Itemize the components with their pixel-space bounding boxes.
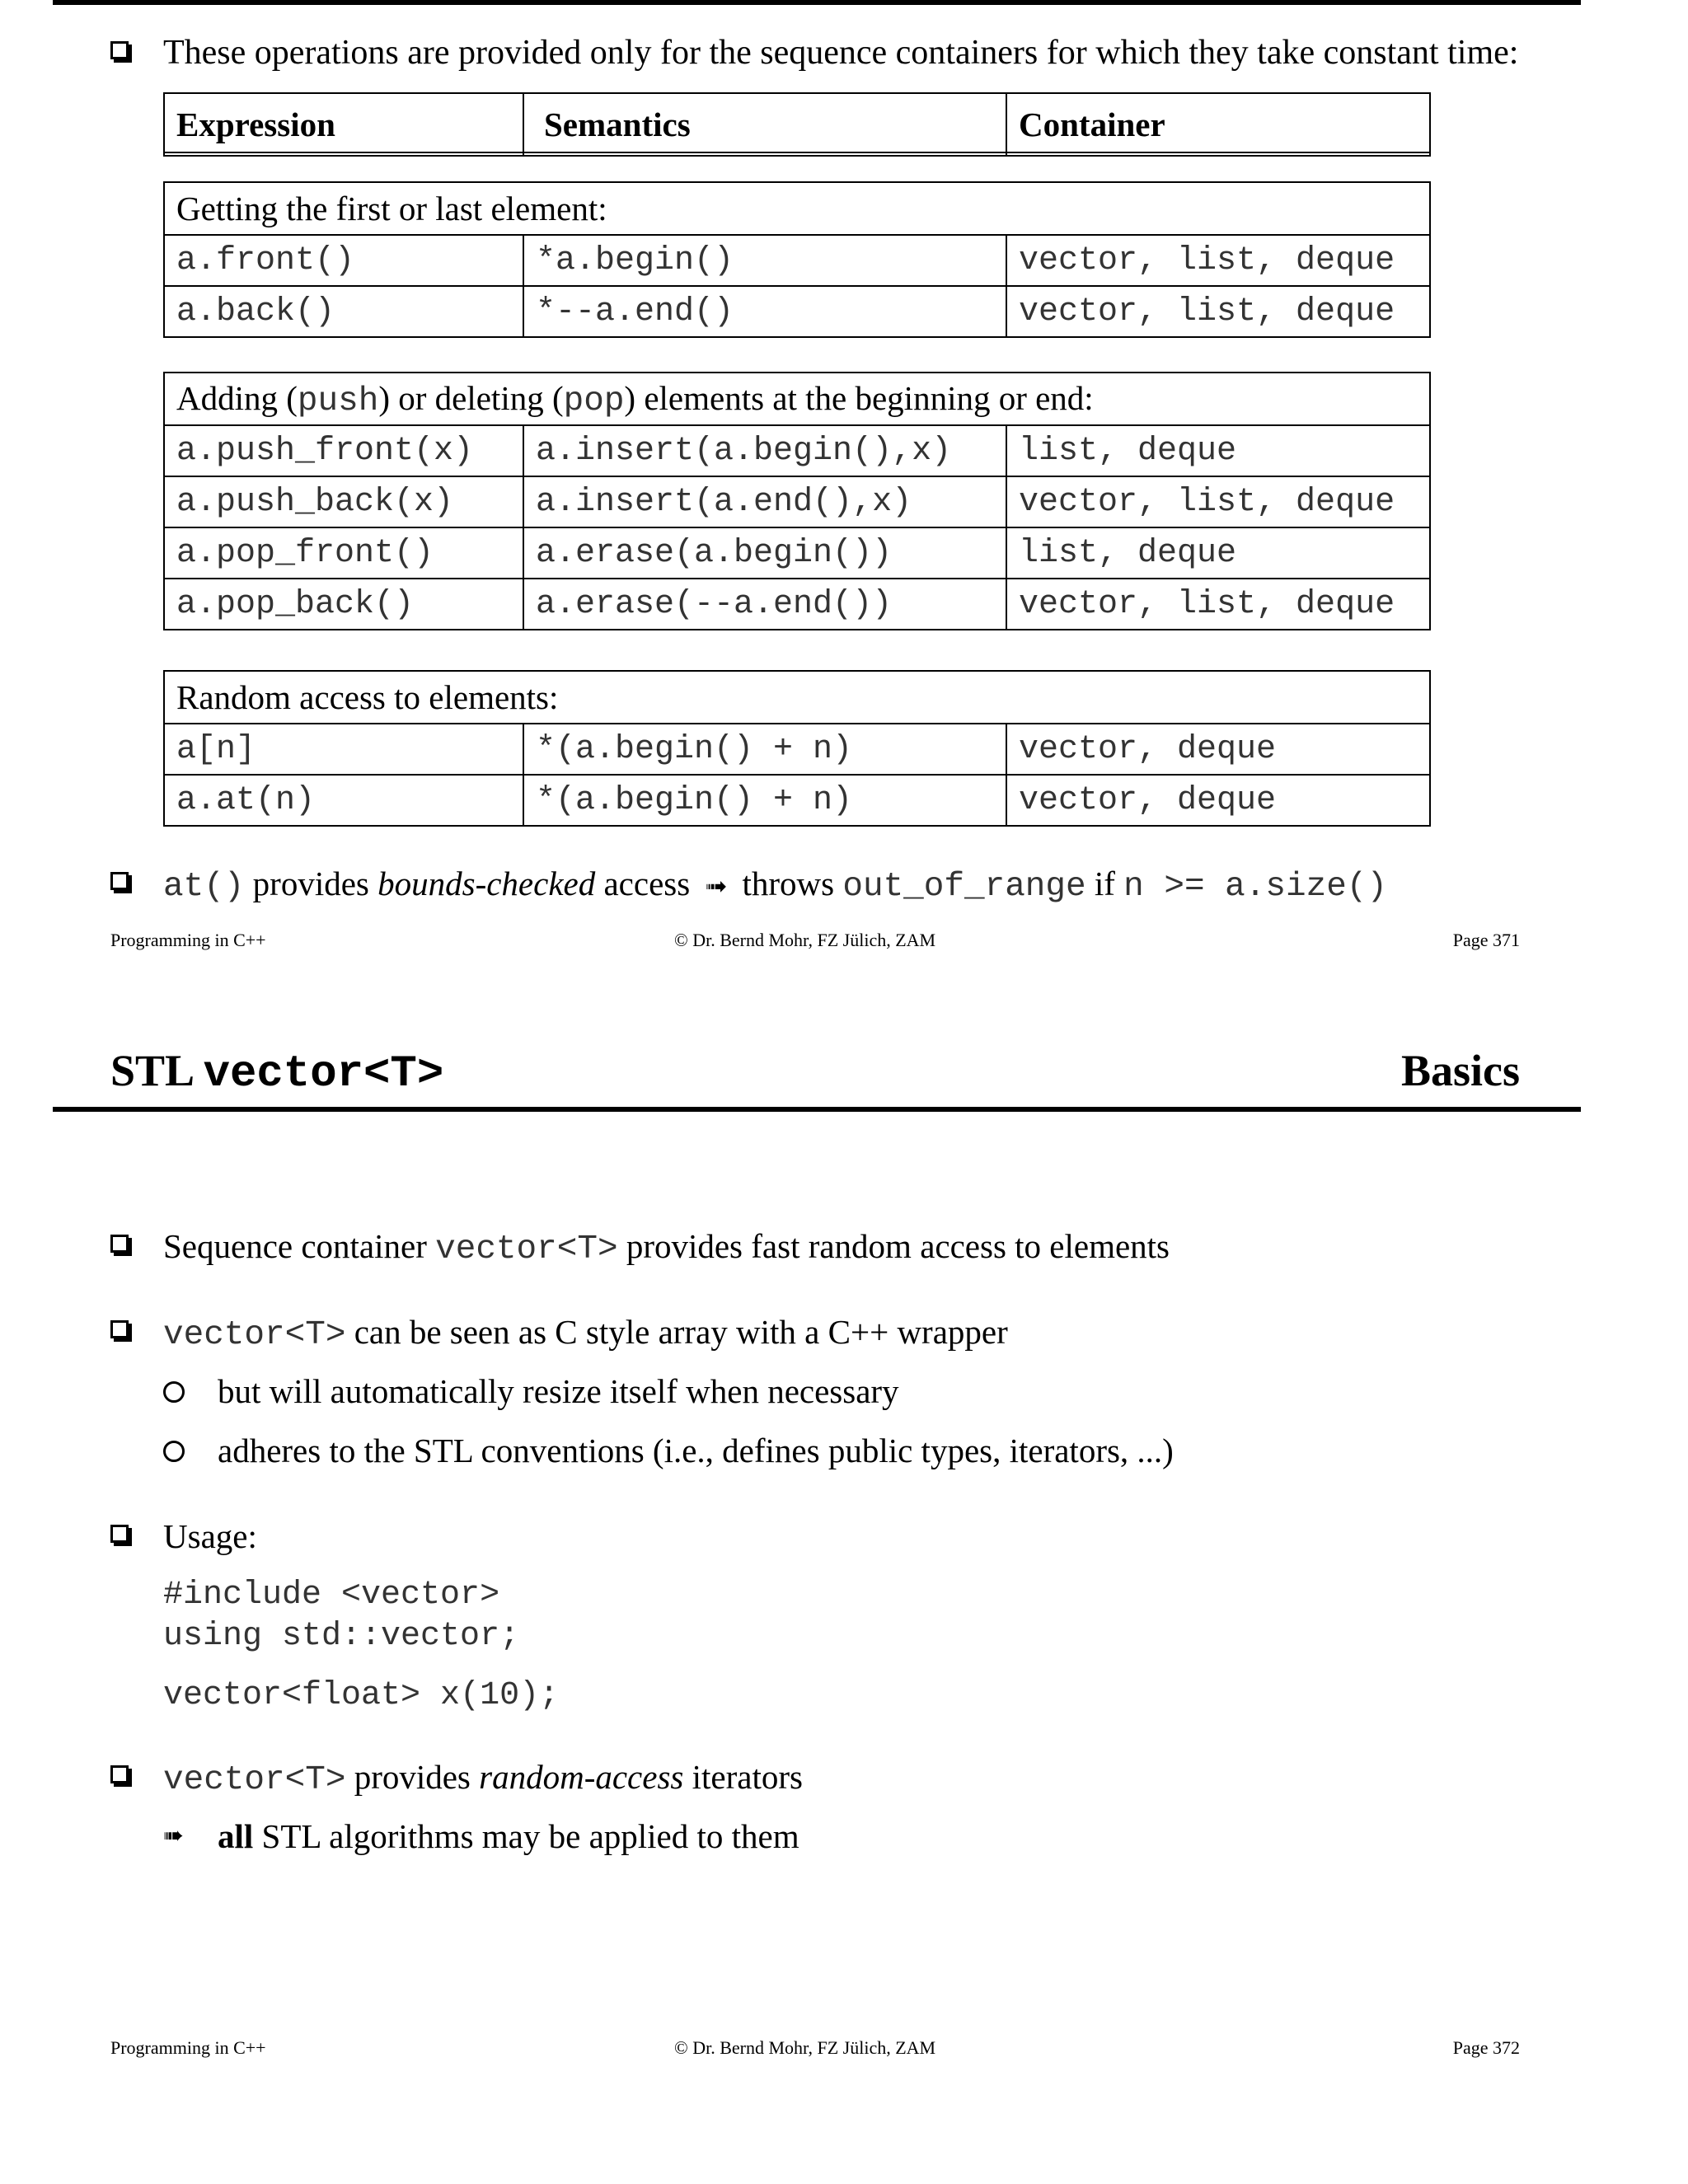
page-subtitle: Basics bbox=[1400, 1046, 1520, 1095]
top-rule bbox=[53, 0, 1581, 5]
arrow-icon: ➠ bbox=[163, 1821, 185, 1850]
emphasis: bounds-checked bbox=[377, 865, 596, 902]
table-row bbox=[164, 476, 1430, 527]
expression-cell: a.at(n) bbox=[164, 775, 523, 826]
operations-table-header bbox=[163, 92, 1431, 157]
container-cell: vector, deque bbox=[1006, 724, 1430, 775]
footer-page-number: Page 371 bbox=[1452, 930, 1520, 950]
section-title: Random access to elements: bbox=[164, 671, 1430, 724]
expression-cell: a.pop_front() bbox=[164, 527, 523, 579]
container-cell: list, deque bbox=[1006, 425, 1430, 476]
section-title: Getting the first or last element: bbox=[164, 182, 1430, 235]
footer-left: Programming in C++ bbox=[110, 2037, 266, 2058]
header-container: Container bbox=[1006, 93, 1430, 156]
semantics-cell: *(a.begin() + n) bbox=[523, 775, 1006, 826]
square-bullet-icon bbox=[110, 1320, 129, 1338]
footer-center: © Dr. Bernd Mohr, FZ Jülich, ZAM bbox=[674, 930, 936, 950]
code: vector<T> bbox=[163, 1316, 346, 1354]
table-row bbox=[164, 425, 1430, 476]
arrow-icon: ➟ bbox=[705, 870, 728, 902]
expression-cell: a.push_front(x) bbox=[164, 425, 523, 476]
code-line: vector<float> x(10); bbox=[163, 1677, 560, 1714]
sub-bullet-resize: but will automatically resize itself when necessary bbox=[218, 1372, 899, 1410]
expression-cell: a.pop_back() bbox=[164, 579, 523, 630]
circle-bullet-icon bbox=[163, 1381, 185, 1403]
table-row bbox=[164, 527, 1430, 579]
title-code: vector<T> bbox=[203, 1049, 444, 1099]
text: provides fast random access to elements bbox=[617, 1227, 1170, 1265]
strong: all bbox=[218, 1817, 254, 1855]
container-cell: vector, list, deque bbox=[1006, 476, 1430, 527]
title-code: push bbox=[297, 382, 379, 420]
semantics-cell: a.insert(a.end(),x) bbox=[523, 476, 1006, 527]
container-cell: vector, list, deque bbox=[1006, 579, 1430, 630]
expression-cell: a.push_back(x) bbox=[164, 476, 523, 527]
square-bullet-icon bbox=[110, 1525, 129, 1543]
code-line: #include <vector> bbox=[163, 1577, 500, 1614]
container-cell: list, deque bbox=[1006, 527, 1430, 579]
expression-cell: a.back() bbox=[164, 286, 523, 337]
intro-bullet-text: These operations are provided only for the sequence containers for which they take constant time: bbox=[163, 34, 1519, 72]
container-cell: vector, deque bbox=[1006, 775, 1430, 826]
text: Sequence container bbox=[163, 1227, 436, 1265]
semantics-cell: *--a.end() bbox=[523, 286, 1006, 337]
header-expression: Expression bbox=[164, 93, 523, 156]
text: access bbox=[595, 865, 691, 902]
bullet-random-access bbox=[163, 1757, 803, 1800]
text: throws bbox=[734, 865, 843, 902]
expression-cell: a.front() bbox=[164, 235, 523, 286]
title-text: Adding ( bbox=[176, 378, 298, 417]
semantics-cell: a.erase(--a.end()) bbox=[523, 579, 1006, 630]
page-title bbox=[110, 1045, 443, 1099]
section-random-access bbox=[163, 670, 1431, 827]
header-double-rule bbox=[163, 152, 1429, 153]
title-text: ) or deleting ( bbox=[378, 378, 564, 417]
container-cell: vector, list, deque bbox=[1006, 235, 1430, 286]
title-text: STL bbox=[110, 1046, 204, 1095]
square-bullet-icon bbox=[110, 1235, 129, 1253]
square-bullet-icon bbox=[110, 872, 129, 890]
title-text: ) elements at the beginning or end: bbox=[624, 378, 1094, 417]
footer-page-number: Page 372 bbox=[1452, 2037, 1520, 2058]
section-first-last bbox=[163, 181, 1431, 338]
header-semantics: Semantics bbox=[523, 93, 1006, 156]
square-bullet-icon bbox=[110, 41, 129, 59]
code: vector<T> bbox=[163, 1761, 346, 1799]
text: iterators bbox=[683, 1758, 803, 1796]
table-row bbox=[164, 775, 1430, 826]
text: can be seen as C style array with a C++ wrapper bbox=[345, 1313, 1008, 1351]
emphasis: random-access bbox=[479, 1758, 684, 1796]
section-title bbox=[164, 373, 1430, 425]
text: provides bbox=[244, 865, 378, 902]
at-bullet-text bbox=[163, 864, 1387, 907]
code: vector<T> bbox=[435, 1230, 618, 1268]
bullet-usage: Usage: bbox=[163, 1517, 257, 1555]
text: if bbox=[1085, 865, 1124, 902]
section-push-pop bbox=[163, 372, 1431, 630]
table-row bbox=[164, 579, 1430, 630]
table-row bbox=[164, 286, 1430, 337]
sub-bullet-conventions: adheres to the STL conventions (i.e., defines public types, iterators, ...) bbox=[218, 1432, 1174, 1469]
container-cell: vector, list, deque bbox=[1006, 286, 1430, 337]
title-rule bbox=[53, 1107, 1581, 1112]
semantics-cell: *a.begin() bbox=[523, 235, 1006, 286]
code-condition: n >= a.size() bbox=[1123, 868, 1388, 906]
code-line: using std::vector; bbox=[163, 1618, 520, 1655]
bullet-sequence-container bbox=[163, 1226, 1170, 1269]
code-at: at() bbox=[163, 868, 245, 906]
square-bullet-icon bbox=[110, 1765, 129, 1783]
semantics-cell: *(a.begin() + n) bbox=[523, 724, 1006, 775]
semantics-cell: a.erase(a.begin()) bbox=[523, 527, 1006, 579]
circle-bullet-icon bbox=[163, 1441, 185, 1462]
text: STL algorithms may be applied to them bbox=[253, 1817, 799, 1855]
semantics-cell: a.insert(a.begin(),x) bbox=[523, 425, 1006, 476]
table-row bbox=[164, 724, 1430, 775]
text: provides bbox=[345, 1758, 480, 1796]
expression-cell: a[n] bbox=[164, 724, 523, 775]
footer-left: Programming in C++ bbox=[110, 930, 266, 950]
title-code: pop bbox=[563, 382, 625, 420]
code-out-of-range: out_of_range bbox=[842, 868, 1086, 906]
sub-bullet-algorithms bbox=[218, 1816, 799, 1856]
footer-center: © Dr. Bernd Mohr, FZ Jülich, ZAM bbox=[674, 2037, 936, 2058]
table-row bbox=[164, 235, 1430, 286]
bullet-c-style-array bbox=[163, 1312, 1008, 1355]
